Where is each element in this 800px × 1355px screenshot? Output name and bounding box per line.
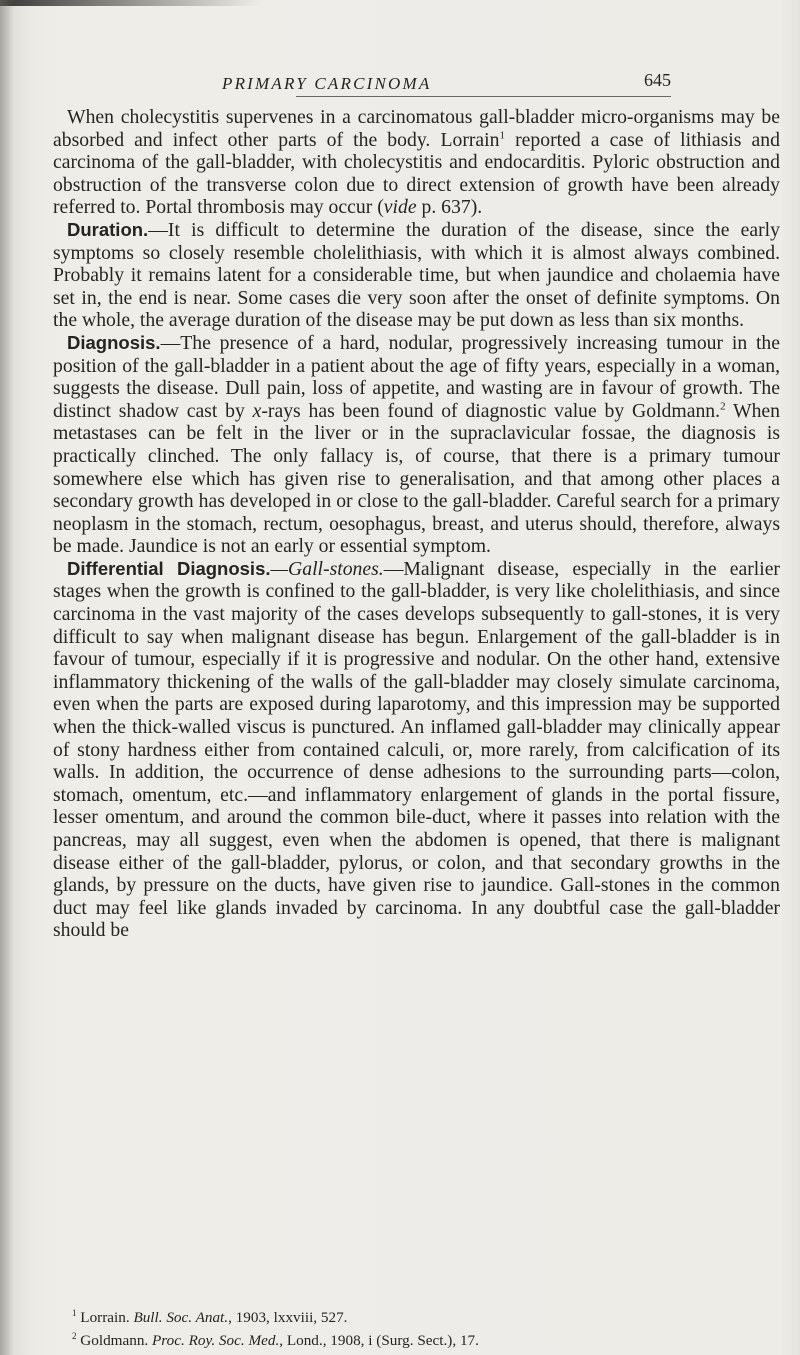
paragraph-differential-diagnosis: [53, 558, 780, 942]
footnote-journal: Bull. Soc. Anat.: [133, 1309, 229, 1327]
paragraph-diagnosis: [53, 332, 780, 558]
page-top-shadow: [0, 0, 260, 6]
paragraph-text: p. 637).: [416, 196, 483, 219]
page-gutter-shadow: [0, 0, 14, 1355]
footnote-author: Goldmann.: [76, 1332, 153, 1350]
footnote-number: 2: [72, 1331, 77, 1342]
body-text: [53, 106, 780, 942]
footnote-number: 1: [72, 1308, 77, 1318]
footnotes: [60, 1304, 780, 1350]
header-rule: [296, 96, 671, 97]
running-head: PRIMARY CARCINOMA: [222, 74, 432, 93]
footnote-journal: Proc. Roy. Soc. Med.: [152, 1332, 280, 1350]
paragraph-text: —It is difficult to determine the duration of the disease, since the early symptoms so closely resemble cholelithiasis, with which it is almost always combined. Probably it remains latent for a considerable time, but when jaundice and cholaemia have set in, the end is near. Some cases die very soon after the onset of definite symptoms. On the whole, the average duration of the disease may be put down as less than six months.: [53, 218, 780, 332]
paragraph-text: When cholecystitis supervenes in a carcinomatous gall-bladder micro-organisms may be absorbed and infect other parts of the body. Lorrain: [53, 106, 780, 151]
footnote-citation: , 1903, lxxviii, 527.: [228, 1309, 348, 1327]
footnote-author: Lorrain.: [76, 1309, 134, 1327]
italic-vide: vide: [383, 196, 417, 219]
paragraph-text: reported a case of lithiasis and carcinoma of the gall-bladder, with cholecystitis and endocarditis. Pyloric obstruction and obstruction of the transverse colon due to direct extension of growth have been already referred to. Portal thrombosis may occur (: [53, 128, 780, 219]
page-number: 645: [644, 70, 671, 90]
footnote-1: [60, 1304, 780, 1327]
footnote-2: [60, 1327, 780, 1350]
paragraph-duration: [53, 219, 780, 332]
paragraph-text: —Malignant disease, especially in the earlier stages when the growth is confined to the gall-bladder, is very like cholelithiasis, and since carcinoma in the vast majority of the cases develops subsequently to gall-stones, it is very difficult to say when malignant disease has begun. Enlargement of the gall-bladder is in favour of tumour, especially if it is progressive and nodular. On the other hand, extensive inflammatory thickening of the walls of the gall-bladder may closely simulate carcinoma, even when the parts are exposed during laparotomy, and this impression may be supported when the thick-walled viscus is punctured. An inflamed gall-bladder may clinically appear of stony hardness either from contained calculi, or, more rarely, from calcification of its walls. In addition, the occurrence of dense adhesions to the surrounding parts—colon, stomach, omentum, etc.—and inflammatory enlargement of glands in the portal fissure, lesser omentum, and around the common bile-duct, where it passes into relation with the pancreas, may all suggest, even when the abdomen is opened, that there is malignant disease either of the gall-bladder, pylorus, or colon, and that secondary growths in the glands, by pressure on the ducts, have given rise to jaundice. Gall-stones in the common duct may feel like glands invaded by carcinoma. In any doubtful case the gall-bladder should be: [53, 557, 780, 942]
footnote-ref: 1: [499, 129, 505, 142]
paragraph-text: —The presence of a hard, nodular, progressively increasing tumour in the position of the gall-bladder in a patient about the age of fifty years, especially in a woman, suggests the disease. Dull pain, loss of appetite, and wasting are in favour of growth. The distinct shadow cast by: [53, 331, 780, 422]
italic-x: x: [252, 399, 262, 422]
paragraph-text: -rays has been found of diagnostic value by Goldmann.: [261, 399, 721, 422]
subheading-gall-stones: —Gall-stones.: [270, 557, 384, 580]
footnote-ref: 2: [720, 400, 726, 413]
section-heading-differential-diagnosis: Differential Diagnosis.: [67, 557, 271, 579]
paragraph-complications: [53, 106, 780, 219]
paragraph-text: When metastases can be felt in the liver or in the supraclavicular fossae, the diagnosis is practically clinched. The only fallacy is, of course, that there is a primary tumour somewhere else which has given rise to generalisation, and that among other places a secondary growth has developed in or close to the gall-bladder. Careful search for a primary neoplasm in the stomach, rectum, oesophagus, breast, and uterus should, therefore, always be made. Jaundice is not an early or essential symptom.: [53, 399, 781, 558]
section-heading-diagnosis: Diagnosis.: [67, 331, 161, 353]
footnote-citation: , Lond., 1908, i (Surg. Sect.), 17.: [279, 1332, 479, 1350]
section-heading-duration: Duration.: [67, 218, 149, 240]
